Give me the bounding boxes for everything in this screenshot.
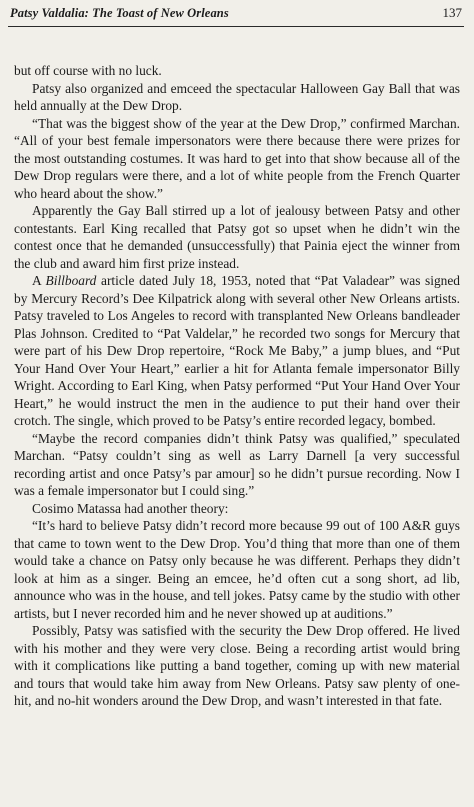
running-head: Patsy Valdalia: The Toast of New Orleans — [10, 6, 229, 20]
paragraph: Apparently the Gay Ball stirred up a lot of jealousy between Patsy and other contestants. Earl King recalled that Patsy got so upset when he didn’t win the contest once that he demanded (unsuccessfully) that Painia eject the winner from the club and award him first prize instead. — [14, 203, 460, 271]
header-rule — [8, 26, 464, 27]
publication-title: Billboard — [45, 273, 97, 288]
paragraph: but off course with no luck. — [14, 63, 162, 78]
paragraph-text: A — [32, 273, 46, 288]
paragraph: Possibly, Patsy was satisfied with the security the Dew Drop offered. He lived with his mother and they were very close. Being a recording artist would bring with it complications like putting a band together, coming up with new material and tours that would take him away from New Orleans. Patsy saw plenty of one-hit, and no-hit wonders around the Dew Drop, and wasn’t interested in that fate. — [14, 623, 460, 708]
paragraph — [14, 272, 460, 430]
paragraph: “That was the biggest show of the year at the Dew Drop,” confirmed Marchan. “All of your best female impersonators were there because there were prizes for the most outstanding costumes. It was hard to get into that show because all of the Dew Drop regulars were there, and a lot of white people from the French Quarter who heard about the show.” — [14, 115, 460, 201]
paragraph-text: article dated July 18, 1953, noted that “Pat Valadear” was signed by Mercury Record’s Dee Kilpatrick along with several other New Orleans artists. Patsy traveled to Los Angeles to record with transplanted New Orleans bandleader Plas Johnson. Credited to “Pat Valdelar,” he recorded two songs for Mercury that were part of his Dew Drop repertoire, “Rock Me Baby,” a jump blues, and “Put Your Hand Over Your Heart,” earlier a hit for Atlanta female impersonator Billy Wright. According to Earl King, when Patsy performed “Put Your Hand Over Your Heart,” he would instruct the men in the audience to put their hand over their crotch. The single, which proved to be Patsy’s entire recorded legacy, bombed. — [14, 273, 460, 428]
page-header — [0, 0, 474, 30]
paragraph: Patsy also organized and emceed the spectacular Halloween Gay Ball that was held annually at the Dew Drop. — [14, 80, 460, 113]
body-text — [14, 62, 460, 710]
paragraph: “It’s hard to believe Patsy didn’t record more because 99 out of 100 A&R guys that came to town went to the Dew Drop. You’d thing that more than one of them would take a chance on Patsy only because he was different. Perhaps they didn’t look at him as a singer. Being an emcee, he’d often cut a song short, ad lib, announce who was in the house, and tell jokes. Patsy came by the studio with other artists, but I never recorded him and he never showed up at auditions.” — [14, 518, 460, 621]
paragraph: “Maybe the record companies didn’t think Patsy was qualified,” speculated Marchan. “Patsy couldn’t sing as well as Larry Darnell [a very successful recording artist and once Patsy’s par amour] so he didn’t pursue recording. Now I was a female impersonator but I could sing.” — [14, 430, 460, 498]
page-number: 137 — [442, 5, 462, 20]
paragraph: Cosimo Matassa had another theory: — [32, 500, 229, 516]
